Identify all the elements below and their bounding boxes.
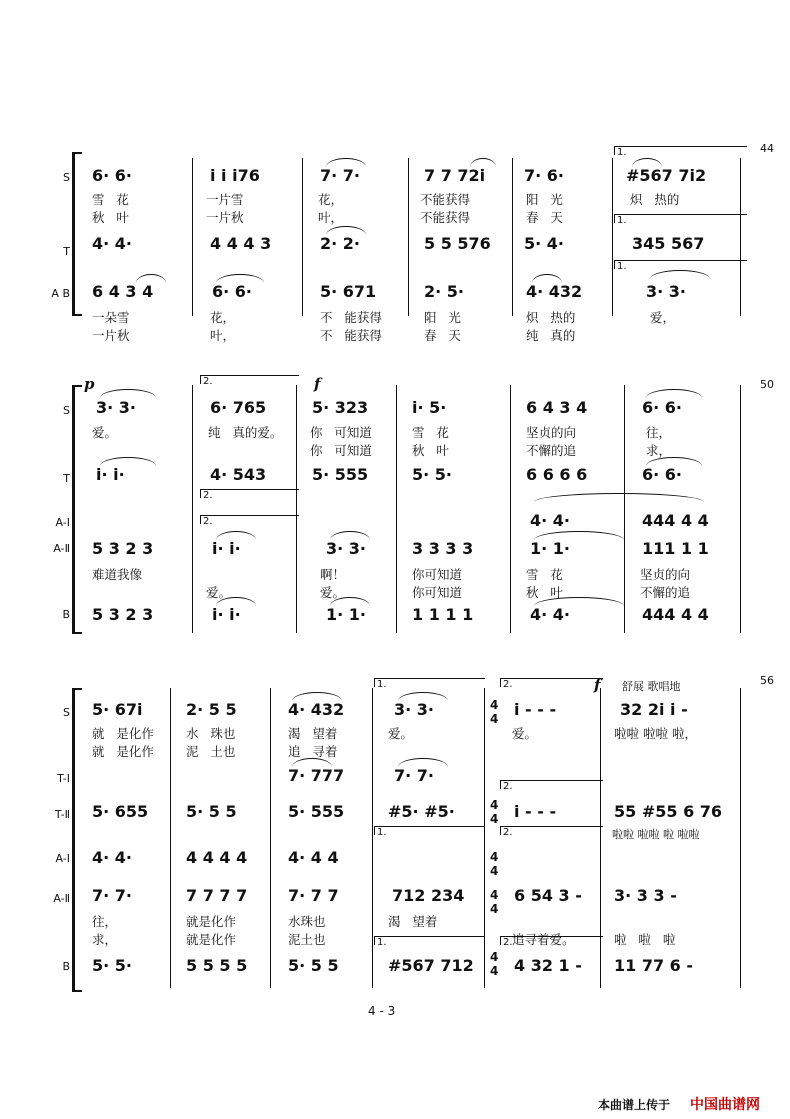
note-tii: #5· #5· (388, 802, 455, 821)
lyric-aii-2: 追寻着爱。 (512, 932, 575, 947)
note-ab: 6 4 3 4 (92, 282, 154, 301)
system-brace (72, 385, 82, 634)
part-label-ti: T-Ⅰ (57, 772, 70, 785)
lyric-s-2: 不懈的追 (526, 443, 577, 458)
note-ai: 4· 4· (530, 511, 570, 530)
barline (192, 158, 193, 316)
lyric-s-2: 就 是化作 (92, 744, 154, 759)
volta-2: 2. (500, 780, 603, 789)
note-tii: 55 #55 6 76 (614, 802, 723, 821)
note-b: 5· 5 5 (288, 956, 339, 975)
note-s: #567 7i2 (626, 166, 707, 185)
system-brace (72, 688, 82, 992)
lyric-aii-2: 你可知道 (412, 585, 463, 600)
lyric-s-2: 叶， (318, 210, 344, 225)
upload-note: 本曲谱上传于 (598, 1098, 671, 1112)
time-sig-top: 4 (490, 698, 499, 712)
lyric-s-1: 坚贞的向 (526, 425, 577, 440)
part-label-t: T (63, 472, 70, 485)
barline (270, 688, 271, 988)
slur (292, 692, 342, 701)
part-label-s: S (63, 171, 70, 184)
note-b: #567 712 (388, 956, 474, 975)
part-label-tii: T-Ⅱ (54, 808, 70, 821)
volta-2: 2. (500, 678, 603, 687)
barline (740, 158, 741, 316)
slur (216, 274, 264, 283)
lyric-aii-2: 爱。 (320, 585, 346, 600)
note-s: 3· 3· (394, 700, 434, 719)
note-ab: 2· 5· (424, 282, 464, 301)
barline (624, 385, 625, 633)
lyric-aii-2: 不懈的追 (640, 585, 691, 600)
lyric-s-1: 水 珠也 (186, 726, 236, 741)
note-s: 6 4 3 4 (526, 398, 588, 417)
dynamic-p: p (84, 375, 95, 393)
part-label-ai: A-Ⅰ (55, 516, 70, 529)
note-b: 1· 1· (326, 605, 366, 624)
note-ai: 444 4 4 (642, 511, 709, 530)
note-t: 4· 543 (210, 465, 267, 484)
lyric-s-1: 雪 花 (92, 192, 129, 207)
lyric-s-1: 不能获得 (420, 192, 471, 207)
lyric-s-2: 你 可知道 (310, 443, 372, 458)
time-sig-bottom: 4 (490, 964, 499, 978)
lyric-aii-2: 啦 啦 啦 (614, 932, 676, 947)
part-label-ab: A B (51, 287, 70, 300)
note-aii: 111 1 1 (642, 539, 709, 558)
slur (534, 531, 624, 540)
barline (512, 158, 513, 316)
note-t: 5· 555 (312, 465, 369, 484)
note-s: i - - - (514, 700, 557, 719)
volta-2: 2. (200, 489, 299, 498)
note-b: 4 32 1 - (514, 956, 582, 975)
lyric-ab-1: 爱， (650, 310, 676, 325)
note-b: 5 3 2 3 (92, 605, 154, 624)
lyric-aii-2: 求， (92, 932, 118, 947)
lyric-aii-1: 渴 望着 (388, 914, 438, 929)
slur (216, 597, 256, 606)
barline (510, 385, 511, 633)
note-aii: 712 234 (392, 886, 465, 905)
lyric-s-1: 雪 花 (412, 425, 449, 440)
lyric-ab-1: 阳 光 (424, 310, 461, 325)
part-label-b: B (62, 608, 70, 621)
slur (532, 274, 562, 283)
measure-number: 44 (760, 142, 774, 155)
note-s: i i i76 (210, 166, 260, 185)
system-brace (72, 152, 82, 316)
time-sig-top: 4 (490, 888, 499, 902)
lyric-aii-2: 泥土也 (288, 932, 326, 947)
note-t: 2· 2· (320, 234, 360, 253)
note-s: 2· 5 5 (186, 700, 237, 719)
note-s: 3· 3· (96, 398, 136, 417)
lyric-s-2: 秋 叶 (412, 443, 449, 458)
lyric-aii-1: 坚贞的向 (640, 567, 691, 582)
note-aii: 3· 3· (326, 539, 366, 558)
note-aii: 1· 1· (530, 539, 570, 558)
note-t: 6· 6· (642, 465, 682, 484)
note-b: 5 5 5 5 (186, 956, 248, 975)
lyric-ab-2: 一片秋 (92, 328, 130, 343)
note-ai: 4· 4· (92, 848, 132, 867)
slur (534, 493, 704, 502)
note-s: i· 5· (412, 398, 447, 417)
measure-number: 56 (760, 674, 774, 687)
part-label-s: S (63, 706, 70, 719)
lyric-s-1: 你 可知道 (310, 425, 372, 440)
note-tii: 5· 5 5 (186, 802, 237, 821)
lyric-s-1: 一片雪 (206, 192, 244, 207)
note-s: 7· 6· (524, 166, 564, 185)
measure-number: 50 (760, 378, 774, 391)
note-aii: 3 3 3 3 (412, 539, 474, 558)
note-b: 11 77 6 - (614, 956, 694, 975)
volta-2: 2. (500, 826, 603, 835)
lyric-s-1: 啦啦 啦啦 啦， (614, 726, 697, 741)
volta-2: 2. (500, 936, 603, 945)
lyric-s-2: 一片秋 (206, 210, 244, 225)
slur (136, 274, 166, 283)
volta-1: 1. (614, 260, 747, 269)
note-t: i· i· (96, 465, 125, 484)
expression-text: 舒展 歌唱地 (622, 680, 681, 693)
note-aii: 5 3 2 3 (92, 539, 154, 558)
lyric-s-1: 炽 热的 (630, 192, 680, 207)
lyric-tii: 啦啦 啦啦 啦 啦啦 (612, 828, 700, 841)
note-b: 4· 4· (530, 605, 570, 624)
lyric-s-2: 秋 叶 (92, 210, 129, 225)
lyric-s-1: 爱。 (92, 425, 118, 440)
lyric-ab-1: 花， (210, 310, 236, 325)
note-tii: i - - - (514, 802, 557, 821)
note-aii: 6 54 3 - (514, 886, 582, 905)
time-sig-bottom: 4 (490, 812, 499, 826)
lyric-aii-1: 水珠也 (288, 914, 326, 929)
note-t: 6 6 6 6 (526, 465, 588, 484)
dynamic-f: f (594, 676, 601, 694)
note-aii: 7· 7· (92, 886, 132, 905)
barline (372, 688, 373, 988)
lyric-ab-1: 不 能获得 (320, 310, 382, 325)
note-aii: 3· 3 3 - (614, 886, 677, 905)
note-s: 4· 432 (288, 700, 345, 719)
part-label-aii: A-Ⅱ (53, 542, 70, 555)
lyric-s-1: 就 是化作 (92, 726, 154, 741)
note-s: 6· 6· (92, 166, 132, 185)
note-ti: 7· 7· (394, 766, 434, 785)
barline (170, 688, 171, 988)
part-label-b: B (62, 960, 70, 973)
barline (396, 385, 397, 633)
lyric-aii-1: 就是化作 (186, 914, 237, 929)
note-ab: 5· 671 (320, 282, 377, 301)
slur (632, 158, 662, 167)
slur (330, 597, 370, 606)
slur (650, 270, 710, 279)
note-s: 6· 6· (642, 398, 682, 417)
note-s: 32 2i i - (620, 700, 688, 719)
note-s: 5· 67i (92, 700, 143, 719)
time-sig-top: 4 (490, 950, 499, 964)
note-aii: i· i· (212, 539, 241, 558)
time-sig-bottom: 4 (490, 712, 499, 726)
lyric-s-1: 纯 真的爱。 (208, 425, 283, 440)
note-ab: 4· 432 (526, 282, 583, 301)
page-number: 4 - 3 (368, 1004, 396, 1018)
note-s: 7· 7· (320, 166, 360, 185)
note-ai: 4 4 4 4 (186, 848, 248, 867)
time-sig-bottom: 4 (490, 864, 499, 878)
lyric-s-1: 往， (646, 425, 672, 440)
slur (646, 389, 702, 398)
volta-2: 2. (200, 515, 299, 524)
note-b: 444 4 4 (642, 605, 709, 624)
lyric-s-2: 求， (646, 443, 672, 458)
slur (330, 531, 370, 540)
slur (216, 531, 256, 540)
time-sig-top: 4 (490, 850, 499, 864)
lyric-s-2: 追 寻着 (288, 744, 338, 759)
lyric-s-1: 渴 望着 (288, 726, 338, 741)
note-ab: 3· 3· (646, 282, 686, 301)
note-ti: 7· 777 (288, 766, 345, 785)
part-label-t: T (63, 245, 70, 258)
volta-1: 1. (374, 678, 485, 687)
slur (100, 389, 156, 398)
note-t: 5· 4· (524, 234, 564, 253)
lyric-s-1: 阳 光 (526, 192, 563, 207)
lyric-ab-2: 纯 真的 (526, 328, 576, 343)
lyric-s-1: 爱。 (512, 726, 538, 741)
lyric-ab-2: 春 天 (424, 328, 461, 343)
slur (326, 226, 366, 235)
note-t: 4· 4· (92, 234, 132, 253)
lyric-ab-2: 叶， (210, 328, 236, 343)
lyric-aii-2: 就是化作 (186, 932, 237, 947)
lyric-aii-1: 啊！ (320, 567, 346, 582)
note-b: 5· 5· (92, 956, 132, 975)
part-label-aii: A-Ⅱ (53, 892, 70, 905)
barline (740, 688, 741, 988)
time-sig-top: 4 (490, 798, 499, 812)
note-aii: 7· 7 7 (288, 886, 339, 905)
lyric-s-2: 不能获得 (420, 210, 471, 225)
dynamic-f: f (314, 375, 321, 393)
note-ab: 6· 6· (212, 282, 252, 301)
barline (296, 385, 297, 633)
lyric-s-1: 花， (318, 192, 344, 207)
note-b: 1 1 1 1 (412, 605, 474, 624)
note-tii: 5· 655 (92, 802, 149, 821)
lyric-aii-2: 爱。 (206, 585, 232, 600)
slur (470, 158, 496, 167)
barline (302, 158, 303, 316)
barline (612, 158, 613, 316)
part-label-s: S (63, 404, 70, 417)
lyric-aii-1: 难道我像 (92, 567, 143, 582)
note-aii: 7 7 7 7 (186, 886, 248, 905)
note-ai: 4· 4 4 (288, 848, 339, 867)
volta-1: 1. (374, 936, 485, 945)
barline (192, 385, 193, 633)
volta-2: 2. (200, 375, 299, 384)
site-logo: 中国曲谱网 (690, 1097, 760, 1113)
note-t: 5· 5· (412, 465, 452, 484)
lyric-ab-1: 炽 热的 (526, 310, 576, 325)
volta-1: 1. (374, 826, 485, 835)
slur (398, 692, 448, 701)
time-sig-bottom: 4 (490, 902, 499, 916)
lyric-ab-2: 不 能获得 (320, 328, 382, 343)
volta-1: 1. (614, 214, 747, 223)
note-s: 5· 323 (312, 398, 369, 417)
slur (326, 158, 366, 167)
lyric-s-1: 爱。 (388, 726, 414, 741)
lyric-aii-1: 你可知道 (412, 567, 463, 582)
note-s: 7 7 72i (424, 166, 486, 185)
barline (408, 158, 409, 316)
lyric-s-2: 春 天 (526, 210, 563, 225)
note-t: 5 5 576 (424, 234, 491, 253)
part-label-ai: A-Ⅰ (55, 852, 70, 865)
lyric-ab-1: 一朵雪 (92, 310, 130, 325)
note-tii: 5· 555 (288, 802, 345, 821)
volta-1: 1. (614, 146, 747, 155)
lyric-aii-2: 秋 叶 (526, 585, 563, 600)
lyric-aii-1: 往， (92, 914, 118, 929)
note-t: 345 567 (632, 234, 705, 253)
slur (100, 457, 156, 466)
barline (740, 385, 741, 633)
lyric-aii-1: 雪 花 (526, 567, 563, 582)
lyric-s-2: 泥 土也 (186, 744, 236, 759)
note-s: 6· 765 (210, 398, 267, 417)
note-b: i· i· (212, 605, 241, 624)
note-t: 4 4 4 3 (210, 234, 272, 253)
slur (398, 758, 448, 767)
slur (646, 457, 702, 466)
